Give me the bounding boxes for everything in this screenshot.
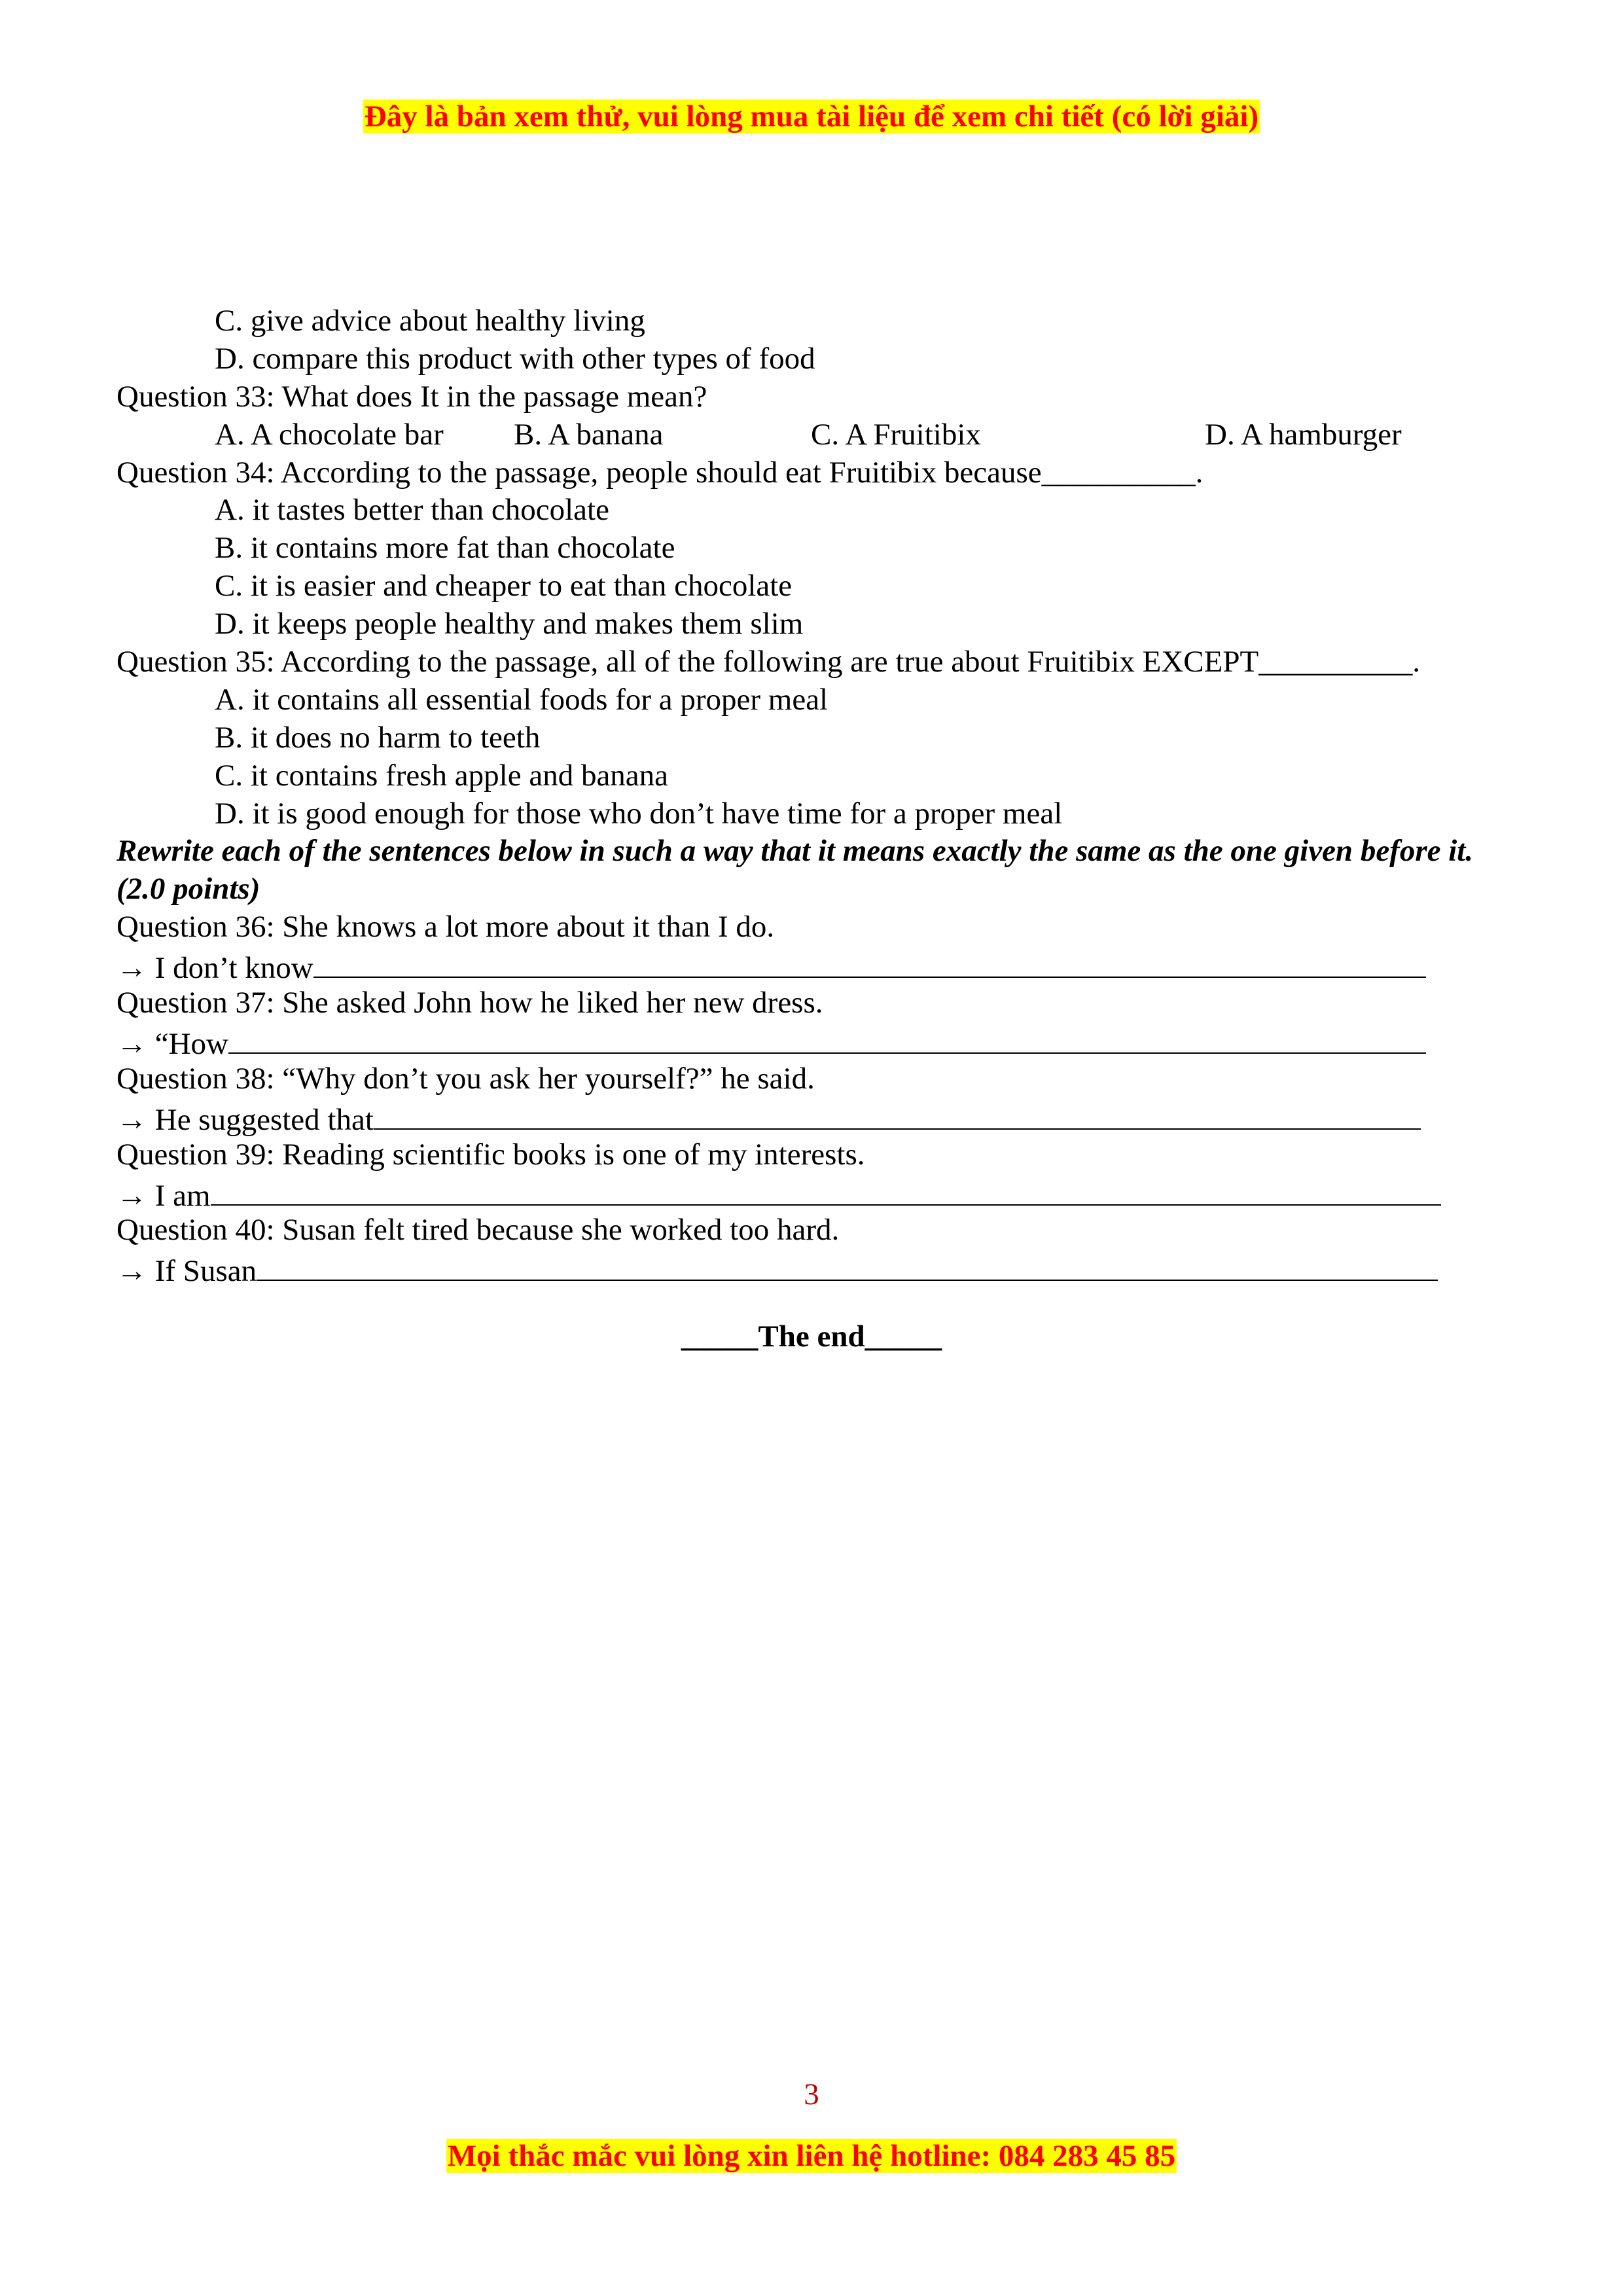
q38-stem: Question 38: “Why don’t you ask her yourself?” he said. — [116, 1061, 815, 1096]
q34-option-a: A. it tastes better than chocolate — [215, 493, 609, 528]
q35-option-d: D. it is good enough for those who don’t have time for a proper meal — [215, 796, 1063, 831]
q37-answer-blank — [228, 1022, 1426, 1054]
q37-stem: Question 37: She asked John how he liked her new dress. — [116, 986, 823, 1020]
q33-option-b: B. A banana — [514, 417, 664, 452]
hotline-notice-banner — [0, 2136, 1623, 2176]
q36-answer-blank — [313, 946, 1426, 978]
q33-option-a: A. A chocolate bar — [215, 417, 444, 452]
rewrite-instruction: Rewrite each of the sentences below in such a way that it means exactly the same as the one given before it. (2.0 points) — [116, 834, 1474, 906]
q38-answer-blank — [374, 1098, 1421, 1130]
preview-notice-banner — [0, 97, 1623, 136]
q40-stem: Question 40: Susan felt tired because she worked too hard. — [116, 1213, 840, 1247]
q35-option-c: C. it contains fresh apple and banana — [215, 758, 669, 793]
q40-prompt: → If Susan — [116, 1254, 257, 1289]
q34-stem: Question 34: According to the passage, people should eat Fruitibix because__________. — [116, 455, 1204, 490]
q40-answer-blank — [257, 1249, 1438, 1281]
q39-answer-blank — [211, 1174, 1441, 1206]
q34-option-c: C. it is easier and cheaper to eat than chocolate — [215, 569, 793, 603]
q34-option-d: D. it keeps people healthy and makes them slim — [215, 607, 804, 641]
q39-answer-line — [116, 1174, 1524, 1212]
q33-option-c: C. A Fruitibix — [811, 417, 981, 452]
page-number: 3 — [804, 2077, 819, 2111]
q33-options — [116, 416, 1524, 454]
q33-stem: Question 33: What does It in the passage mean? — [116, 379, 707, 414]
q35-stem: Question 35: According to the passage, all of the following are true about Fruitibix EXCEPT__________. — [116, 645, 1420, 679]
preview-notice-text: Đây là bản xem thử, vui lòng mua tài liệu để xem chi tiết (có lời giải) — [364, 99, 1259, 134]
q38-prompt: → He suggested that — [116, 1102, 374, 1137]
q40-answer-line — [116, 1249, 1524, 1287]
q37-answer-line — [116, 1022, 1524, 1060]
q37-prompt: → “How — [116, 1026, 228, 1061]
q36-prompt: → I don’t know — [116, 951, 313, 986]
q34-option-b: B. it contains more fat than chocolate — [215, 531, 675, 565]
q32-option-d: D. compare this product with other types of food — [215, 341, 815, 376]
q35-option-a: A. it contains all essential foods for a proper meal — [215, 682, 829, 717]
q38-answer-line — [116, 1098, 1524, 1136]
q33-option-d: D. A hamburger — [1205, 417, 1402, 452]
the-end-marker: _____The end_____ — [681, 1319, 942, 1354]
q32-option-c: C. give advice about healthy living — [215, 304, 645, 338]
q39-prompt: → I am — [116, 1178, 211, 1213]
q36-stem: Question 36: She knows a lot more about it than I do. — [116, 910, 775, 944]
q39-stem: Question 39: Reading scientific books is one of my interests. — [116, 1137, 865, 1172]
q36-answer-line — [116, 946, 1524, 984]
hotline-notice-text: Mọi thắc mắc vui lòng xin liên hệ hotline: 084 283 45 85 — [447, 2139, 1176, 2173]
exam-content — [116, 302, 1524, 1287]
q35-option-b: B. it does no harm to teeth — [215, 720, 541, 755]
